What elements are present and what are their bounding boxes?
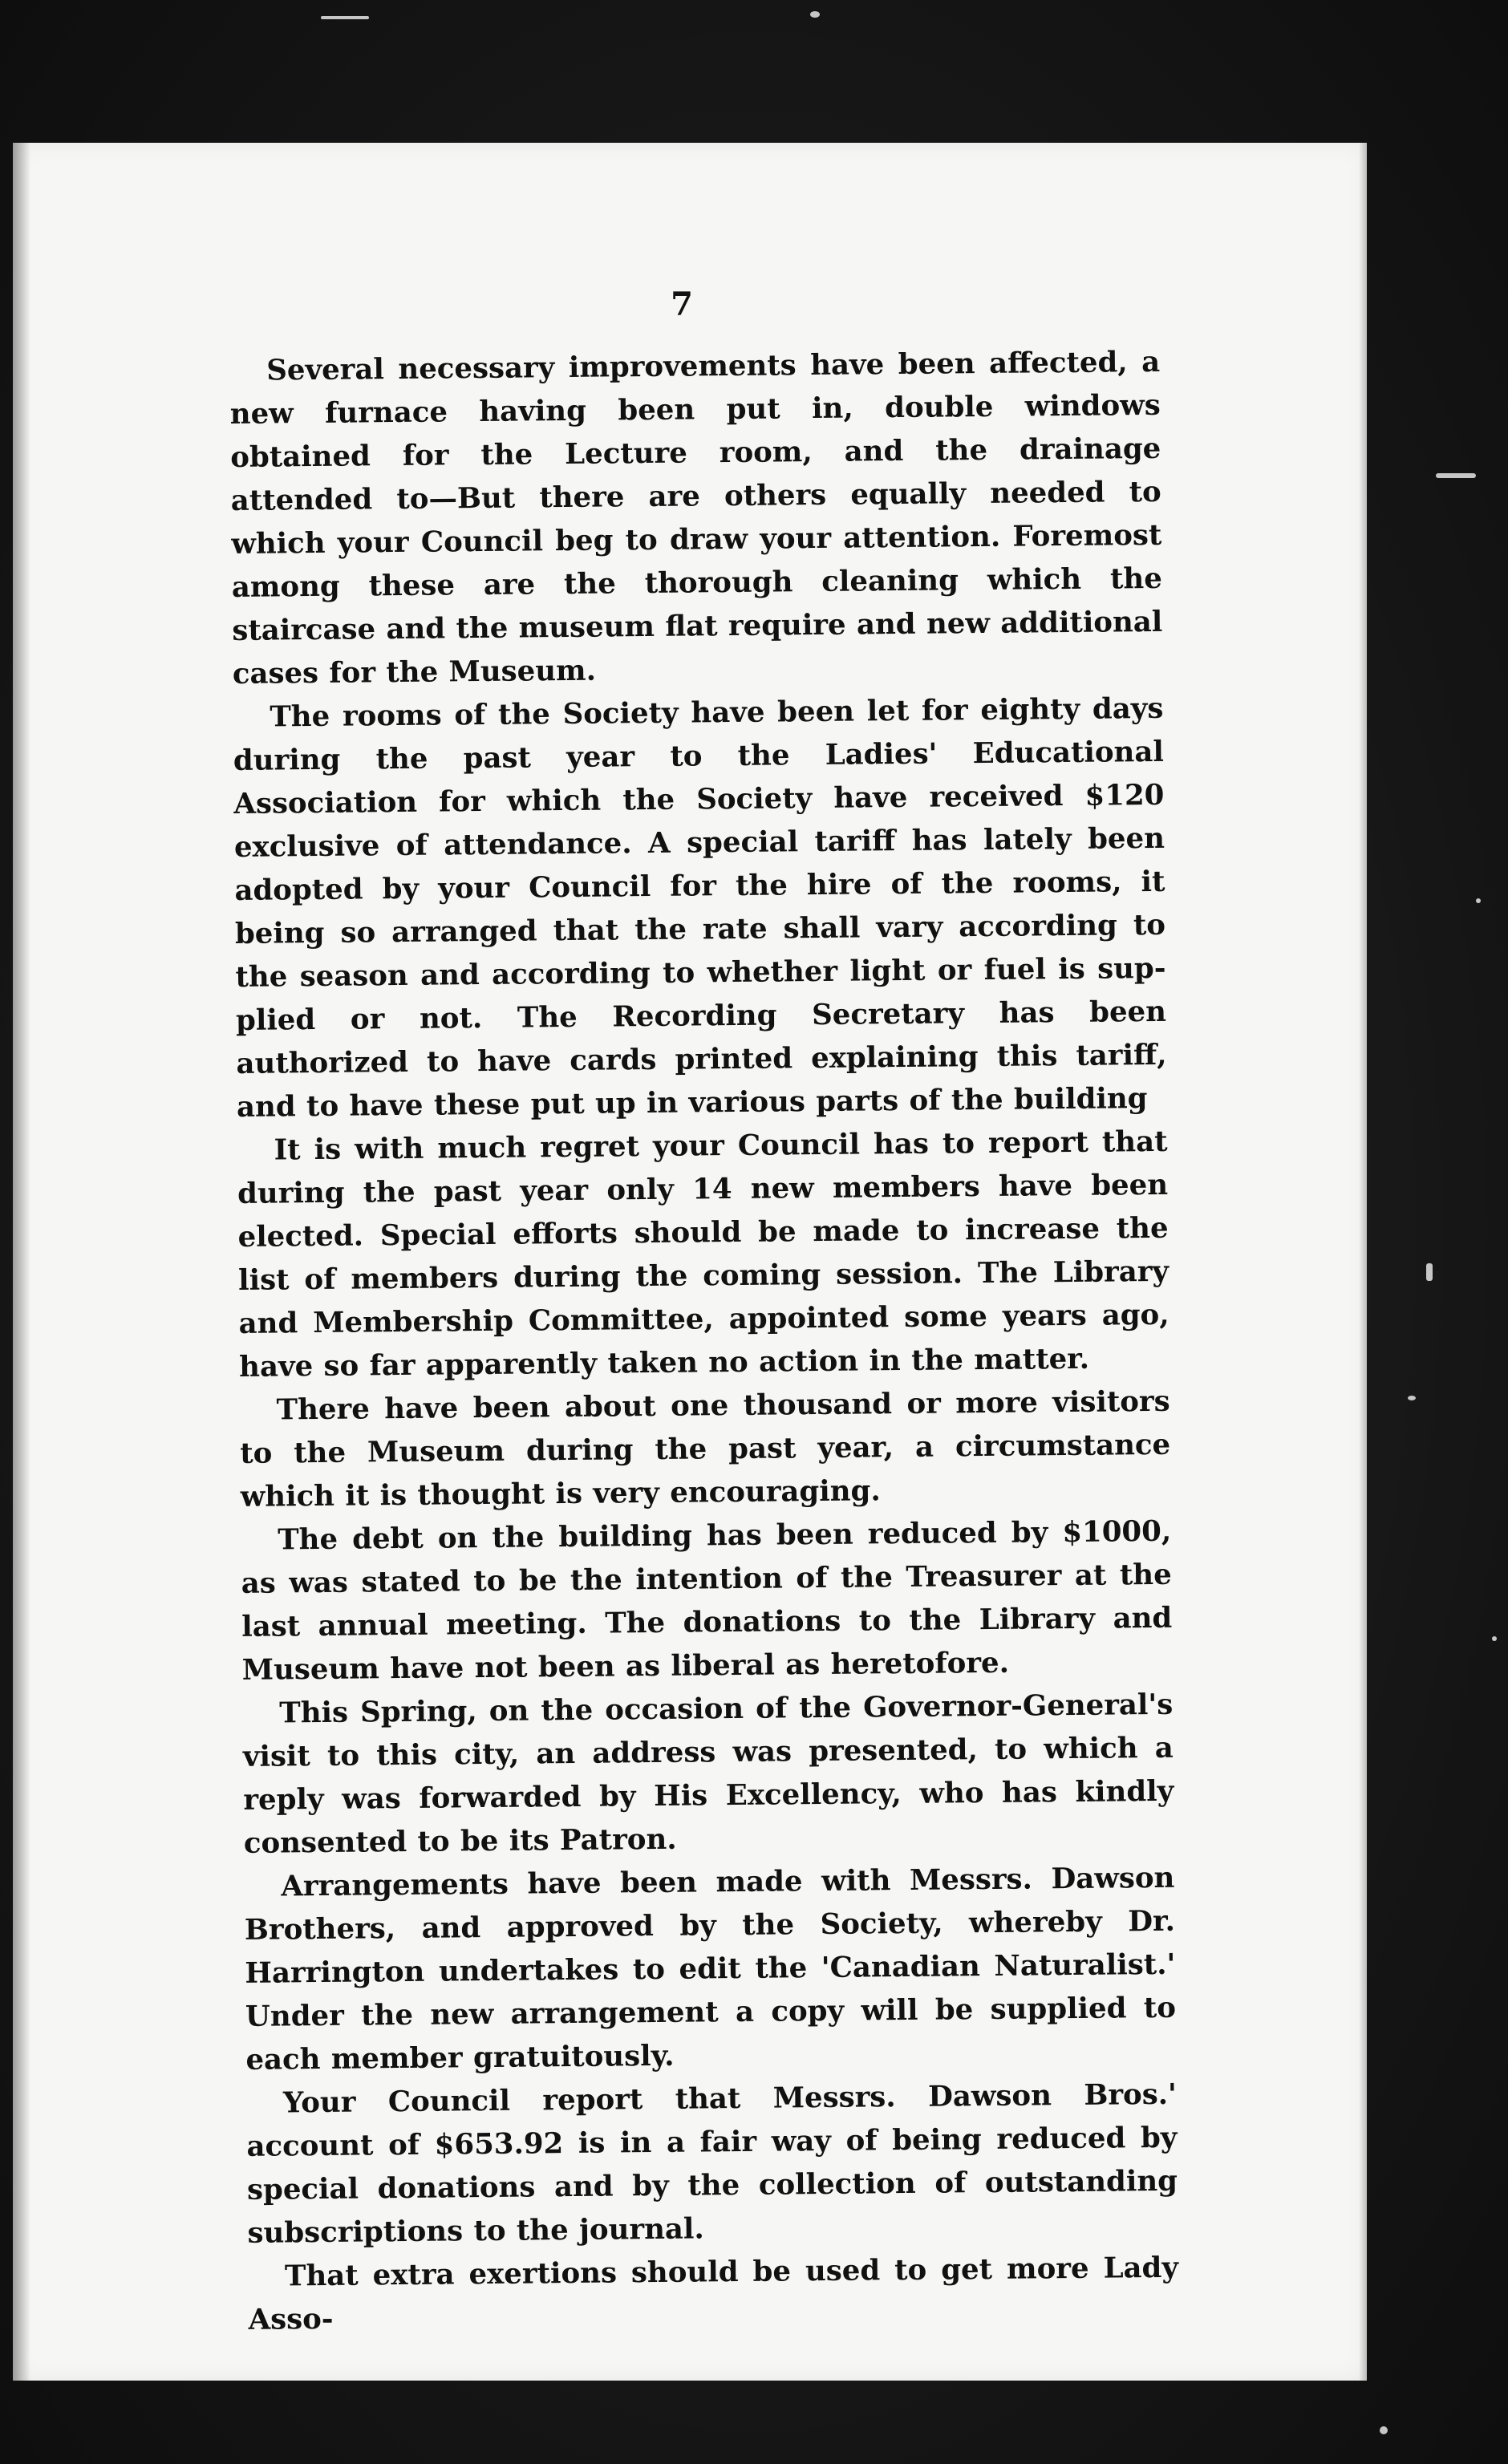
paragraph-lady-associates: That extra exertions should be used to get more Lady Asso- bbox=[248, 2251, 1179, 2336]
paragraph-governor-general: This Spring, on the occasion of the Governor-General's visit to this city, an address was presented, to which a reply was forwarded by His Excellency, who has kindly consented to be its Patron. bbox=[242, 1688, 1174, 1860]
paragraph-members: It is with much regret your Council has to report that during the past year only 14 new members have been elected. Special efforts should be made to increase the list of members during the coming session. The Library and Membership Committee, appointed some years ago, have so far apparently taken no action in the matter. bbox=[237, 1125, 1170, 1384]
body-text bbox=[229, 341, 1179, 2342]
page-gutter-shadow bbox=[13, 143, 30, 2381]
paragraph-visitors: There have been about one thousand or more visitors to the Museum during the past year, a circumstance which it is thought is very encouraging. bbox=[240, 1384, 1171, 1514]
page-number: 7 bbox=[671, 286, 693, 323]
film-speck bbox=[1492, 1636, 1497, 1641]
paragraph-improvements: Several necessary improvements have been affected, a new furnace having been put in, double windows obtained for the Lecture room, and the drainage attended to—But there are others equally needed to which your Council beg to draw your attention. Foremost among these are the thorough cleaning which the staircase and the museum flat require and new additional cases for the Museum. bbox=[229, 345, 1163, 691]
paragraph-account: Your Council report that Messrs. Dawson Bros.' account of $653.92 is in a fair way of being reduced by special donations and by the collection of outstanding subscriptions to the journal. bbox=[246, 2077, 1178, 2250]
film-speck bbox=[1476, 898, 1481, 903]
page-edge-shadow bbox=[1359, 143, 1367, 2381]
film-speck bbox=[1426, 1263, 1433, 1281]
book-page bbox=[13, 143, 1367, 2381]
film-speck bbox=[1380, 2426, 1388, 2434]
film-speck bbox=[321, 16, 369, 19]
film-speck bbox=[1436, 473, 1476, 478]
paragraph-rooms: The rooms of the Society have been let for eighty days during the past year to the Ladies' Educational Association for which the Society have received $120 exclusive of attendance. A special tariff has lately been adopted by your Council for the hire of the rooms, it being so arranged that the rate shall vary according to the season and according to whether light or fuel is supplied or not. The Recording Secretary has been authorized to have cards printed explaining this tariff, and to have these put up in various parts of the building bbox=[233, 691, 1167, 1124]
paragraph-arrangements: Arrangements have been made with Messrs. Dawson Brothers, and approved by the Society, whereby Dr. Harrington undertakes to edit the 'Canadian Naturalist.' Under the new arrangement a copy will be supplied to each member gratuitously. bbox=[244, 1861, 1177, 2077]
paragraph-debt: The debt on the building has been reduced by $1000, as was stated to be the intention of the Treasurer at the last annual meeting. The donations to the Library and Museum have not been as liberal as heretofore. bbox=[241, 1514, 1173, 1687]
film-speck bbox=[810, 11, 820, 18]
film-speck bbox=[1408, 1396, 1416, 1400]
